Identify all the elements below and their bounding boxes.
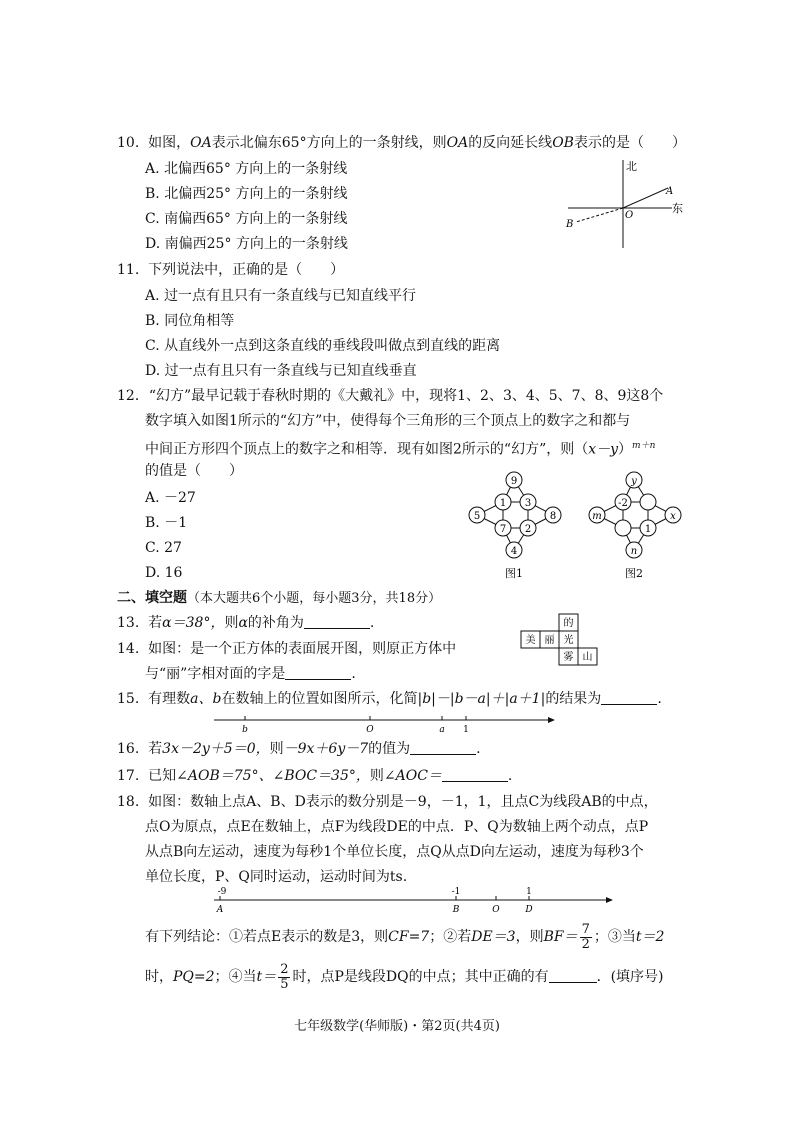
q12-option-c: C. 27 [145, 540, 182, 556]
fig1-bottom: 4 [510, 546, 518, 557]
q10-east-label: 东 [672, 202, 683, 215]
q11-option-d: D. 过一点有且只有一条直线与已知直线垂直 [145, 363, 417, 379]
q18-tick-one: 1 [526, 887, 532, 897]
q18-point-d: D [525, 905, 533, 915]
fig1-sq-tr: 3 [524, 498, 532, 509]
fig2-sq-tl: -2 [618, 498, 628, 509]
q18-line1: 18. 如图：数轴上点A、B、D表示的数分别是－9，－1，1，且点C为线段AB的中点， [117, 794, 658, 810]
q12-option-a: A. －27 [145, 490, 196, 506]
fig1-caption: 图1 [505, 567, 523, 580]
net-face-4: 光 [563, 635, 574, 646]
q10-point-a: A [666, 186, 674, 197]
q12-line4: 的值是（ ） [145, 463, 243, 479]
fig1-left: 5 [473, 511, 481, 522]
q18-conclusions-line1: 有下列结论：①若点E表示的数是3，则CF=7；②若DE＝3，则BF＝ $\frac{7}{2}$ ；③当t＝2 [145, 921, 665, 952]
q12-line2: 数字填入如图1所示的“幻方”中，使得每个三角形的三个顶点上的数字之和都与 [145, 413, 631, 429]
fig1-sq-tl: 1 [499, 498, 507, 509]
q18-tick-m9: -9 [217, 887, 227, 897]
fig2-caption: 图2 [625, 567, 643, 580]
fig1-top: 9 [510, 476, 518, 487]
q14-cube-net [520, 612, 608, 670]
q10-point-b: B [566, 219, 574, 230]
fig2-bottom: n [630, 546, 638, 557]
q12-magic-figure-1 [460, 466, 570, 584]
q11-option-a: A. 过一点有且只有一条直线与已知直线平行 [145, 288, 417, 304]
q15-tick-a: a [439, 725, 445, 735]
q10-option-c: C. 南偏西65° 方向上的一条射线 [145, 211, 348, 227]
q18-number-line [208, 886, 618, 918]
q10-north-label: 北 [626, 160, 637, 173]
q16: 16. 若3x－2y＋5＝0，则－9x＋6y－7的值为 . [117, 741, 481, 757]
q11-stem: 11. 下列说法中，正确的是（ ） [117, 262, 345, 278]
q10-option-b: B. 北偏西25° 方向上的一条射线 [145, 186, 348, 202]
q15-number-line [210, 712, 560, 736]
q18-line2: 点O为原点，点E在数轴上，点F为线段DE的中点．P、Q为数轴上两个动点，点P [145, 819, 649, 835]
q12-line3: 中间正方形四个顶点上的数字之和相等．现有如图2所示的“幻方”，则$(x-y)^{m+n}$ [145, 441, 656, 458]
q14-answer-blank[interactable] [285, 665, 351, 680]
q15-answer-blank[interactable] [601, 690, 657, 705]
q18-line3: 从点B向左运动，速度为每秒1个单位长度，点Q从点D向左运动，速度为每秒3个 [145, 844, 644, 860]
q12-option-b: B. －1 [145, 515, 188, 531]
q13-answer-blank[interactable] [304, 614, 370, 629]
fig1-sq-bl: 7 [499, 524, 507, 535]
fig1-right: 8 [549, 511, 557, 522]
section-2-header: 二、填空题（本大题共6个小题，每小题3分，共18分） [117, 590, 442, 606]
q13: 13. 若α＝38°，则α的补角为 . [117, 615, 375, 631]
net-face-6: 山 [582, 652, 593, 663]
q18-conclusions-line2: 时，PQ=2；④当t＝ $\frac{2}{5}$ 时，点P是线段DQ的中点；其中正确的有 ．(填序号) [145, 961, 664, 992]
q16-answer-blank[interactable] [410, 740, 476, 755]
q12-option-d: D. 16 [145, 565, 183, 581]
q14-line2: 与“丽”字相对面的字是 . [145, 666, 356, 682]
q15-tick-one: 1 [463, 725, 469, 735]
q18-point-b: B [452, 905, 460, 915]
q18-fraction-2-5: $\frac{2}{5}$ [280, 961, 289, 992]
net-face-2: 美 [525, 635, 536, 646]
q15: 15. 有理数a、b在数轴上的位置如图所示，化简|b|－|b－a|＋|a＋1|的结果为 . [117, 691, 662, 707]
fig2-left: m [592, 511, 602, 522]
q17-answer-blank[interactable] [442, 767, 508, 782]
q11-option-b: B. 同位角相等 [145, 313, 235, 329]
q10-option-d: D. 南偏西25° 方向上的一条射线 [145, 236, 348, 252]
fig2-right: x [670, 511, 676, 522]
q10-point-o: O [625, 210, 634, 221]
q18-tick-m1: -1 [451, 887, 461, 897]
fig1-sq-br: 2 [524, 524, 532, 535]
net-face-1: 的 [563, 618, 574, 629]
net-face-3: 丽 [544, 635, 555, 646]
q11-option-c: C. 从直线外一点到这条直线的垂线段叫做点到直线的距离 [145, 338, 501, 354]
q14-line1: 14. 如图：是一个正方体的表面展开图，则原正方体中 [117, 641, 457, 657]
fig2-top: y [631, 476, 637, 487]
net-face-5: 雾 [563, 652, 574, 663]
q10-stem: 10. 如图，OA表示北偏东65°方向上的一条射线，则OA的反向延长线OB表示的是（ ） [117, 135, 686, 151]
q18-answer-blank[interactable] [549, 968, 597, 983]
page-footer: 七年级数学(华师版)・第2页(共4页) [294, 1019, 500, 1034]
q10-compass-figure [560, 156, 690, 252]
q10-option-a: A. 北偏西65° 方向上的一条射线 [145, 161, 348, 177]
q12-line1: 12．“幻方”最早记载于春秋时期的《大戴礼》中，现将1、2、3、4、5、7、8、9这8个 [117, 388, 664, 404]
q17: 17. 已知∠AOB＝75°、∠BOC＝35°，则∠AOC＝ . [117, 768, 513, 784]
fig2-sq-br: 1 [644, 524, 652, 535]
q15-tick-o: O [366, 725, 374, 735]
q18-line4: 单位长度，P、Q同时运动，运动时间为ts. [145, 869, 408, 885]
q15-tick-b: b [242, 725, 248, 735]
q18-fraction-7-2: $\frac{7}{2}$ [581, 921, 590, 952]
q18-point-a: A [216, 905, 224, 915]
q12-magic-figure-2 [580, 466, 690, 584]
q18-point-o: O [492, 905, 500, 915]
